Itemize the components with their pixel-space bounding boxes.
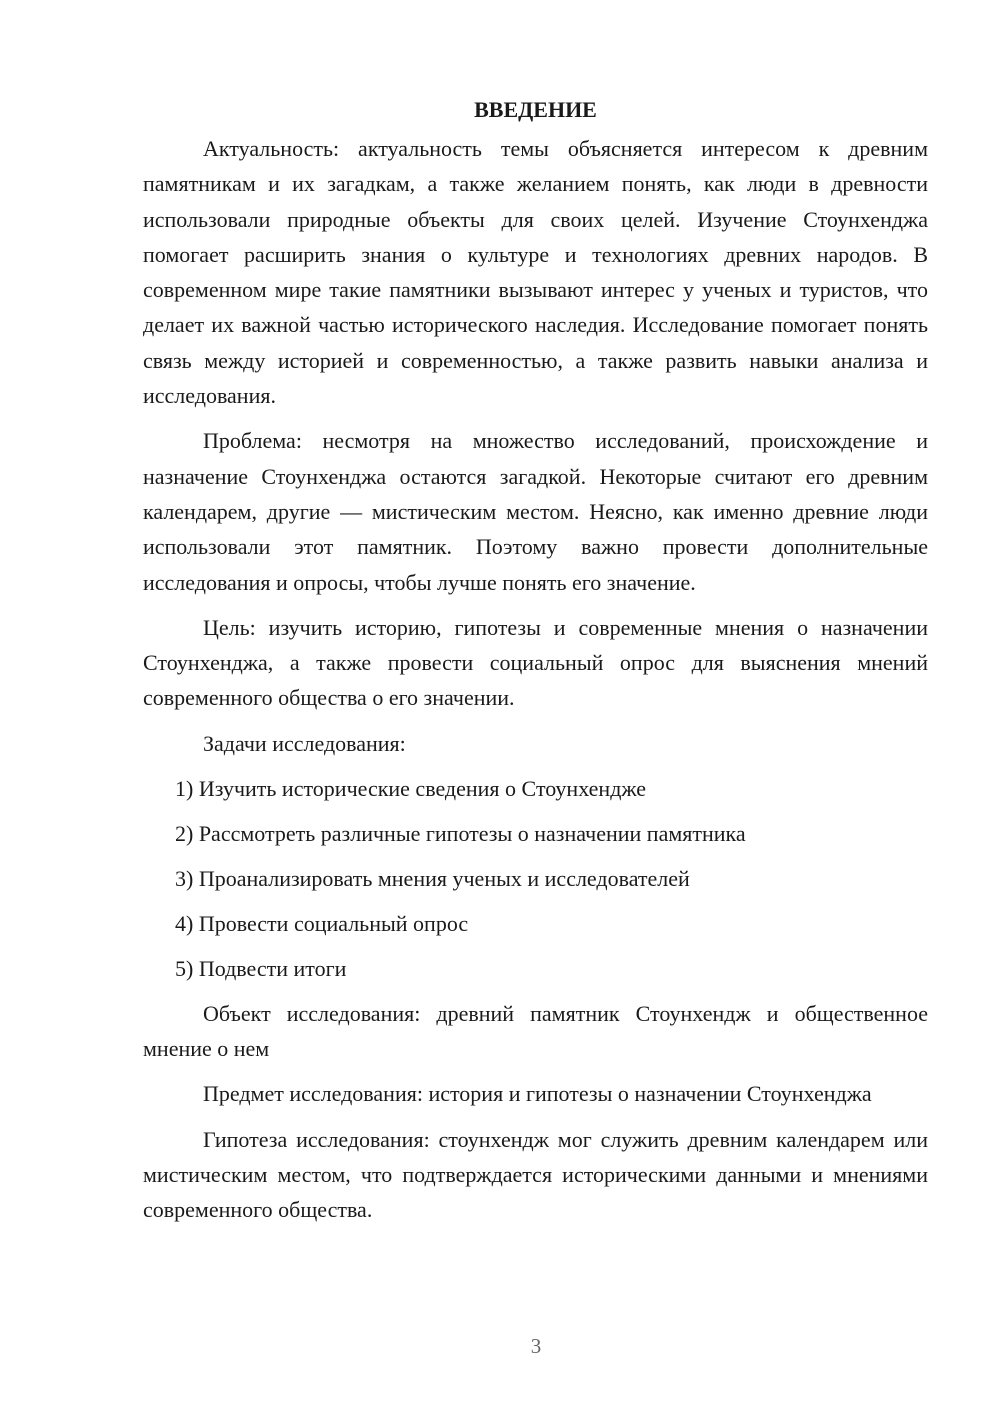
task-item-3: 3) Проанализировать мнения ученых и исследователей bbox=[175, 865, 690, 891]
paragraph-relevance: Актуальность: актуальность темы объясняется интересом к древним памятникам и их загадкам, а также желанием понять, как люди в древности использовали природные объекты для своих целей. Изучение Стоунхенджа помогает расширить знания о культуре и технологиях древних народов. В современном мире такие памятники вызывают интерес у ученых и туристов, что делает их важной частью исторического наследия. Исследование помогает понять связь между историей и современностью, а также развить навыки анализа и исследования. bbox=[143, 136, 928, 409]
paragraph-goal: Цель: изучить историю, гипотезы и современные мнения о назначении Стоунхенджа, а также провести социальный опрос для выяснения мнений современного общества о его значении. bbox=[143, 614, 928, 711]
task-item-2: 2) Рассмотреть различные гипотезы о назначении памятника bbox=[175, 820, 746, 846]
paragraph-problem: Проблема: несмотря на множество исследований, происхождение и назначение Стоунхенджа остаются загадкой. Некоторые считают его древним календарем, другие — мистическим местом. Неясно, как именно древние люди использовали этот памятник. Поэтому важно провести дополнительные исследования и опросы, чтобы лучше понять его значение. bbox=[143, 428, 928, 595]
tasks-heading: Задачи исследования: bbox=[203, 730, 406, 756]
paragraph-hypothesis: Гипотеза исследования: стоунхендж мог служить древним календарем или мистическим местом, что подтверждается историческими данными и мнениями современного общества. bbox=[143, 1126, 928, 1223]
task-item-4: 4) Провести социальный опрос bbox=[175, 910, 469, 936]
task-item-1: 1) Изучить исторические сведения о Стоунхендже bbox=[175, 775, 647, 801]
document-title: ВВЕДЕНИЕ bbox=[474, 97, 597, 122]
paragraph-subject: Предмет исследования: история и гипотезы о назначении Стоунхенджа bbox=[203, 1081, 872, 1107]
paragraph-object: Объект исследования: древний памятник Стоунхендж и общественное мнение о нем bbox=[143, 1000, 928, 1062]
tasks-list bbox=[143, 771, 928, 986]
page-number: 3 bbox=[530, 1334, 542, 1358]
task-item-5: 5) Подвести итоги bbox=[175, 955, 347, 981]
document-page bbox=[143, 92, 928, 1238]
